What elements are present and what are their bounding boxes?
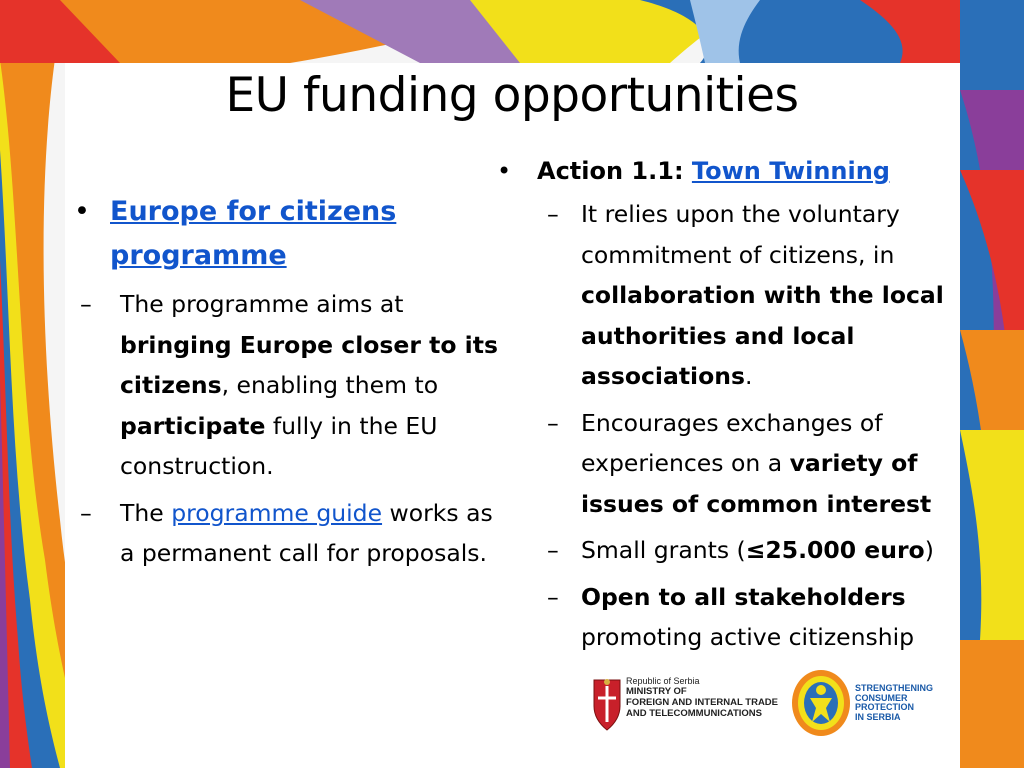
dash: – xyxy=(547,582,559,611)
dash: – xyxy=(547,408,559,437)
consumer-protection-emblem-icon xyxy=(790,668,852,738)
cp-line-1: STRENGTHENING xyxy=(855,683,934,693)
bullet-dot: • xyxy=(497,157,512,185)
text: It relies upon the voluntary commitment of citizens, in xyxy=(581,200,900,269)
text: Small grants ( xyxy=(581,536,746,564)
cp-line-2: CONSUMER xyxy=(855,692,908,703)
bullet-dot: • xyxy=(74,196,90,227)
text: works as a permanent call for proposals. xyxy=(120,498,493,567)
cp-line-4: IN SERBIA xyxy=(855,711,901,722)
sub-bullet-small-grants xyxy=(497,530,977,571)
ministry-line-4: AND TELECOMMUNICATIONS xyxy=(626,708,762,719)
text: Encourages exchanges of experiences on a xyxy=(581,408,883,477)
europe-for-citizens-link[interactable]: Europe for citizens programme xyxy=(110,196,397,271)
cp-line-3: PROTECTION xyxy=(855,702,915,712)
dash: – xyxy=(547,536,559,564)
bold-text: bringing Europe closer to its citizens xyxy=(120,330,498,399)
ministry-line-1: Republic of Serbia xyxy=(626,676,700,686)
action-heading: Action 1.1: xyxy=(537,157,692,185)
text: The programme aims at xyxy=(120,290,404,318)
bold-text: participate xyxy=(120,411,266,440)
text: fully in the EU construction. xyxy=(120,411,438,480)
text: . xyxy=(744,362,753,390)
bold-text: Open to all stakeholders xyxy=(581,582,906,611)
sub-bullet-programme-aims xyxy=(74,284,499,487)
text: ) xyxy=(924,536,934,564)
sub-bullet-programme-guide xyxy=(74,493,499,574)
bullet-action-1-1 xyxy=(497,150,977,192)
dash: – xyxy=(80,498,92,527)
dash: – xyxy=(80,290,92,318)
footer-logos xyxy=(590,668,970,758)
text: The xyxy=(120,498,172,527)
text: , enabling them to xyxy=(221,371,439,399)
bold-text: variety of issues of common interest xyxy=(581,449,932,518)
serbia-coat-of-arms-icon xyxy=(590,676,624,732)
dash: – xyxy=(547,200,559,228)
sub-bullet-open-to-all xyxy=(497,577,977,658)
slide-title: EU funding opportunities xyxy=(225,68,799,123)
sub-bullet-voluntary-commitment xyxy=(497,194,977,397)
ministry-logo-text xyxy=(626,676,778,719)
ministry-line-2: MINISTRY OF xyxy=(626,686,687,697)
sub-bullet-exchanges xyxy=(497,403,977,525)
right-column xyxy=(497,150,977,658)
bold-text: collaboration with the local authorities and local associations xyxy=(581,281,944,390)
bold-text: ≤25.000 euro xyxy=(745,536,925,564)
programme-guide-link[interactable]: programme guide xyxy=(171,498,383,527)
bullet-europe-for-citizens xyxy=(74,190,499,278)
ministry-line-3: FOREIGN AND INTERNAL TRADE xyxy=(626,697,778,708)
text: promoting active citizenship xyxy=(581,623,915,651)
town-twinning-link[interactable]: Town Twinning xyxy=(691,157,890,185)
left-column xyxy=(74,190,499,574)
consumer-protection-logo-text xyxy=(855,684,933,722)
